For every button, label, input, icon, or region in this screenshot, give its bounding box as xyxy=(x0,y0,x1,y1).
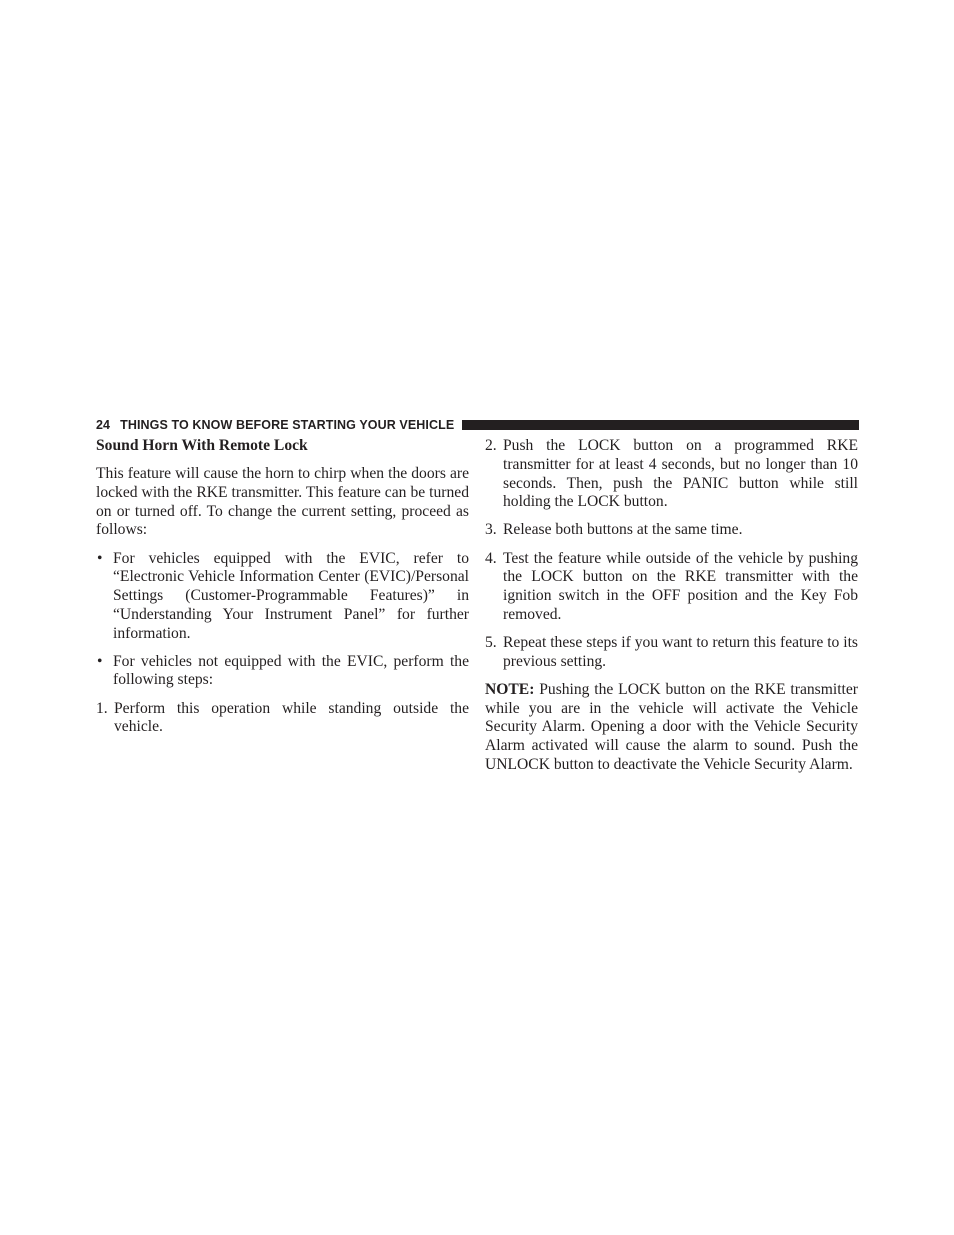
note-text: Pushing the LOCK button on the RKE transmitter while you are in the vehicle will activate the Vehicle Security Alarm. Opening a door with the Vehicle Security Alarm activated will cause the alarm to sound. Push the UNLOCK button to deactivate the Vehicle Security Alarm. xyxy=(485,680,858,773)
step-item xyxy=(485,521,858,540)
step-number: 5. xyxy=(485,633,497,651)
step-item xyxy=(96,700,469,738)
header-rule xyxy=(462,420,859,430)
bullet-item xyxy=(96,653,469,691)
step-text: Release both buttons at the same time. xyxy=(503,521,743,539)
step-text: Repeat these steps if you want to return this feature to its previous setting. xyxy=(503,633,858,670)
page-header xyxy=(96,416,859,434)
left-column xyxy=(96,437,469,746)
step-item xyxy=(485,550,858,625)
bullet-text: For vehicles not equipped with the EVIC, perform the following steps: xyxy=(113,652,469,689)
step-number: 1. xyxy=(96,699,108,717)
step-number: 4. xyxy=(485,549,497,567)
step-text: Test the feature while outside of the vehicle by pushing the LOCK button on the RKE transmitter with the ignition switch in the OFF position and the Key Fob removed. xyxy=(503,549,858,623)
bullet-text: For vehicles equipped with the EVIC, refer to “Electronic Vehicle Information Center (EVIC)/Personal Settings (Customer-Programmable Features)” in “Understanding Your Instrument Panel” for further information. xyxy=(113,549,469,642)
step-text: Push the LOCK button on a programmed RKE transmitter for at least 4 seconds, but no longer than 10 seconds. Then, push the PANIC button while still holding the LOCK button. xyxy=(503,437,858,511)
page-number: 24 xyxy=(96,418,111,432)
step-number: 2. xyxy=(485,437,497,454)
note-label: NOTE: xyxy=(485,680,535,698)
bullet-item xyxy=(96,550,469,644)
right-column xyxy=(485,437,858,784)
step-item xyxy=(485,437,858,512)
step-text: Perform this operation while standing outside the vehicle. xyxy=(114,699,469,736)
section-heading: Sound Horn With Remote Lock xyxy=(96,437,308,454)
section-title: THINGS TO KNOW BEFORE STARTING YOUR VEHICLE xyxy=(120,418,455,432)
intro-paragraph: This feature will cause the horn to chirp when the doors are locked with the RKE transmitter. This feature can be turned on or turned off. To change the current setting, proceed as follows: xyxy=(96,465,469,539)
bullet-marker: • xyxy=(97,549,103,567)
note-paragraph xyxy=(485,681,858,775)
step-item xyxy=(485,634,858,672)
step-number: 3. xyxy=(485,521,497,539)
bullet-marker: • xyxy=(97,652,103,670)
